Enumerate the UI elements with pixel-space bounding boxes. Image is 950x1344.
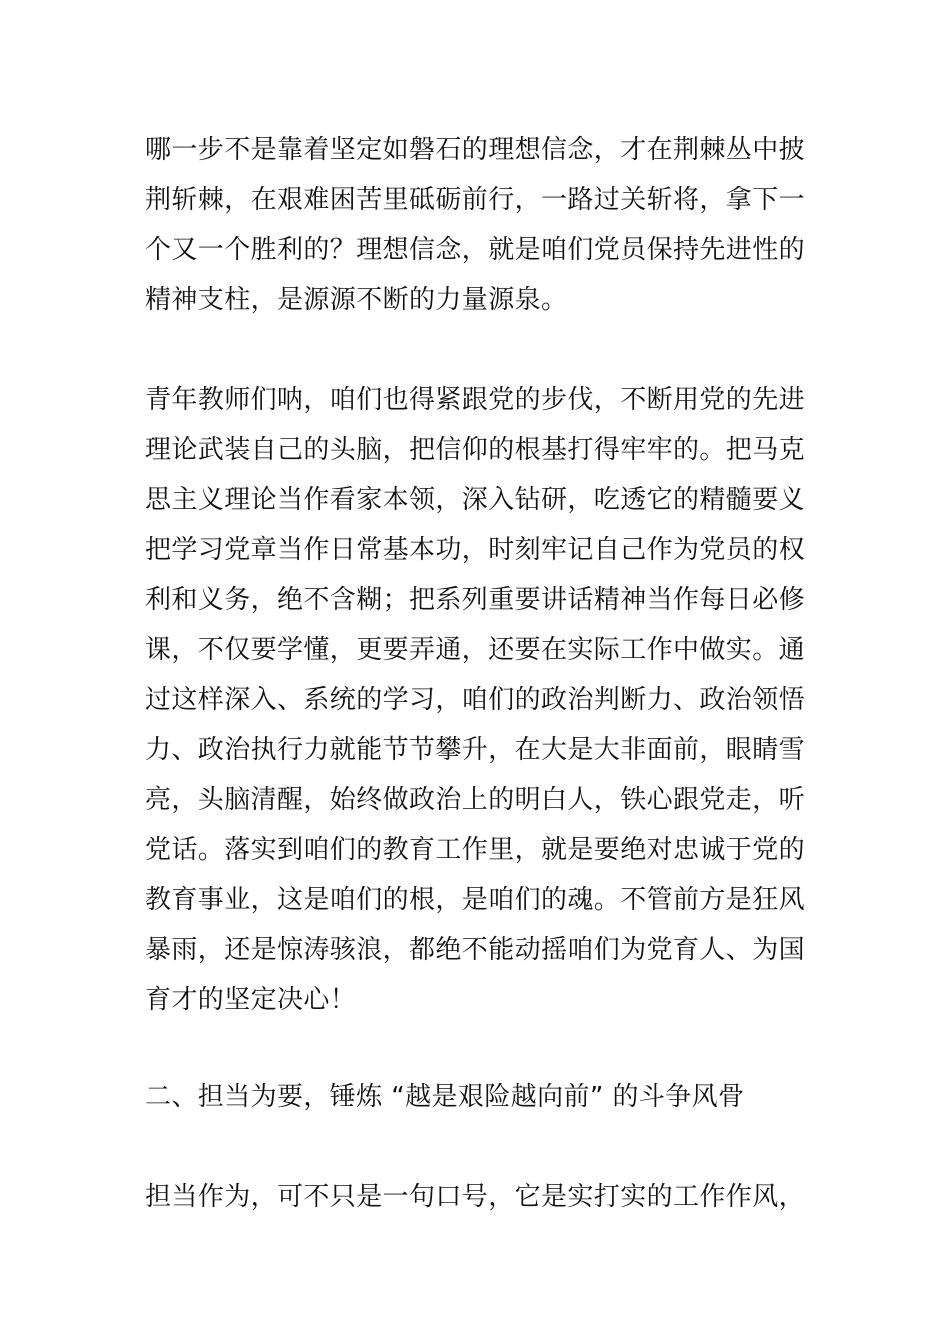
paragraph-line: 党话。落实到咱们的教育工作里，就是要绝对忠诚于党的 <box>145 835 806 865</box>
paragraph-line: 亮，头脑清醒，始终做政治上的明白人，铁心跟党走，听 <box>145 785 806 815</box>
paragraph-line: 个又一个胜利的？理想信念，就是咱们党员保持先进性的 <box>145 235 806 265</box>
paragraph-line: 力、政治执行力就能节节攀升，在大是大非面前，眼睛雪 <box>145 735 806 765</box>
paragraph-line: 荆斩棘，在艰难困苦里砥砺前行，一路过关斩将，拿下一 <box>145 185 806 215</box>
paragraph-line: 理论武装自己的头脑，把信仰的根基打得牢牢的。把马克 <box>145 435 806 465</box>
paragraph-line: 课，不仅要学懂，更要弄通，还要在实际工作中做实。通 <box>145 635 806 665</box>
paragraph-line: 利和义务，绝不含糊；把系列重要讲话精神当作每日必修 <box>145 585 806 615</box>
paragraph-line: 过这样深入、系统的学习，咱们的政治判断力、政治领悟 <box>145 685 806 715</box>
paragraph-line: 思主义理论当作看家本领，深入钻研，吃透它的精髓要义 <box>145 485 806 515</box>
paragraph-line: 教育事业，这是咱们的根，是咱们的魂。不管前方是狂风 <box>145 885 806 915</box>
paragraph-line: 担当作为，可不只是一句口号，它是实打实的工作作风， <box>145 1182 806 1212</box>
paragraph-line: 青年教师们呐，咱们也得紧跟党的步伐，不断用党的先进 <box>145 385 806 415</box>
paragraph-line: 把学习党章当作日常基本功，时刻牢记自己作为党员的权 <box>145 535 806 565</box>
paragraph-line: 育才的坚定决心！ <box>145 985 357 1015</box>
section-heading: 二、担当为要，锤炼 “越是艰险越向前” 的斗争风骨 <box>145 1082 745 1112</box>
paragraph-line: 暴雨，还是惊涛骇浪，都绝不能动摇咱们为党育人、为国 <box>145 935 806 965</box>
paragraph-line: 精神支柱，是源源不断的力量源泉。 <box>145 285 568 315</box>
paragraph-line: 哪一步不是靠着坚定如磐石的理想信念，才在荆棘丛中披 <box>145 135 806 165</box>
